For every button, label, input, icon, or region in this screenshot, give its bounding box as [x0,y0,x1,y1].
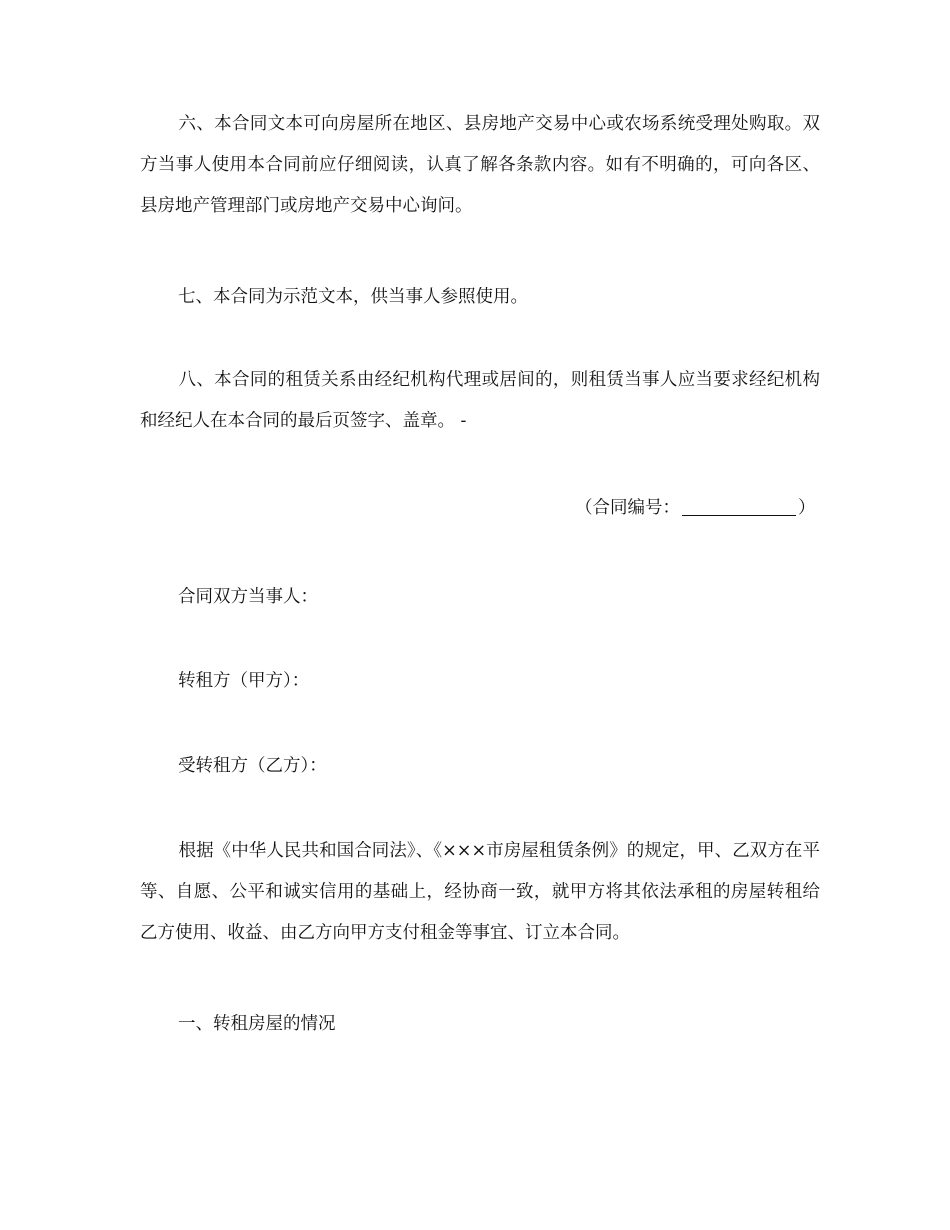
party-b-label: 受转租方（乙方）： [178,756,327,776]
parties-heading: 合同双方当事人： [178,587,318,607]
clause-7-paragraph: 七、本合同为示范文本，供当事人参照使用。 [178,287,528,307]
party-a-label: 转租方（甲方）： [178,671,310,691]
contract-number-close: ） [798,498,816,518]
contract-number-blank[interactable] [682,514,796,516]
contract-number-label: （合同编号： [575,498,680,518]
clause-8-paragraph: 八、本合同的租赁关系由经纪机构代理或居间的，则租赁当事人应当要求经纪机构和经纪人在本合同的最后页签字、盖章。 - [140,370,820,431]
clause-6-paragraph: 六、本合同文本可向房屋所在地区、县房地产交易中心或农场系统受理处购取。双方当事人使用本合同前应仔细阅读，认真了解各条款内容。如有不明确的，可向各区、县房地产管理部门或房地产交易中心询问。 [140,114,820,216]
contract-number-line [575,488,816,529]
section-1-heading: 一、转租房屋的情况 [178,1014,336,1034]
preamble-paragraph: 根据《中华人民共和国合同法》、《×××市房屋租赁条例》的规定，甲、乙双方在平等、自愿、公平和诚实信用的基础上，经协商一致，就甲方将其依法承租的房屋转租给乙方使用、收益、由乙方向甲方支付租金等事宜、订立本合同。 [140,841,820,943]
